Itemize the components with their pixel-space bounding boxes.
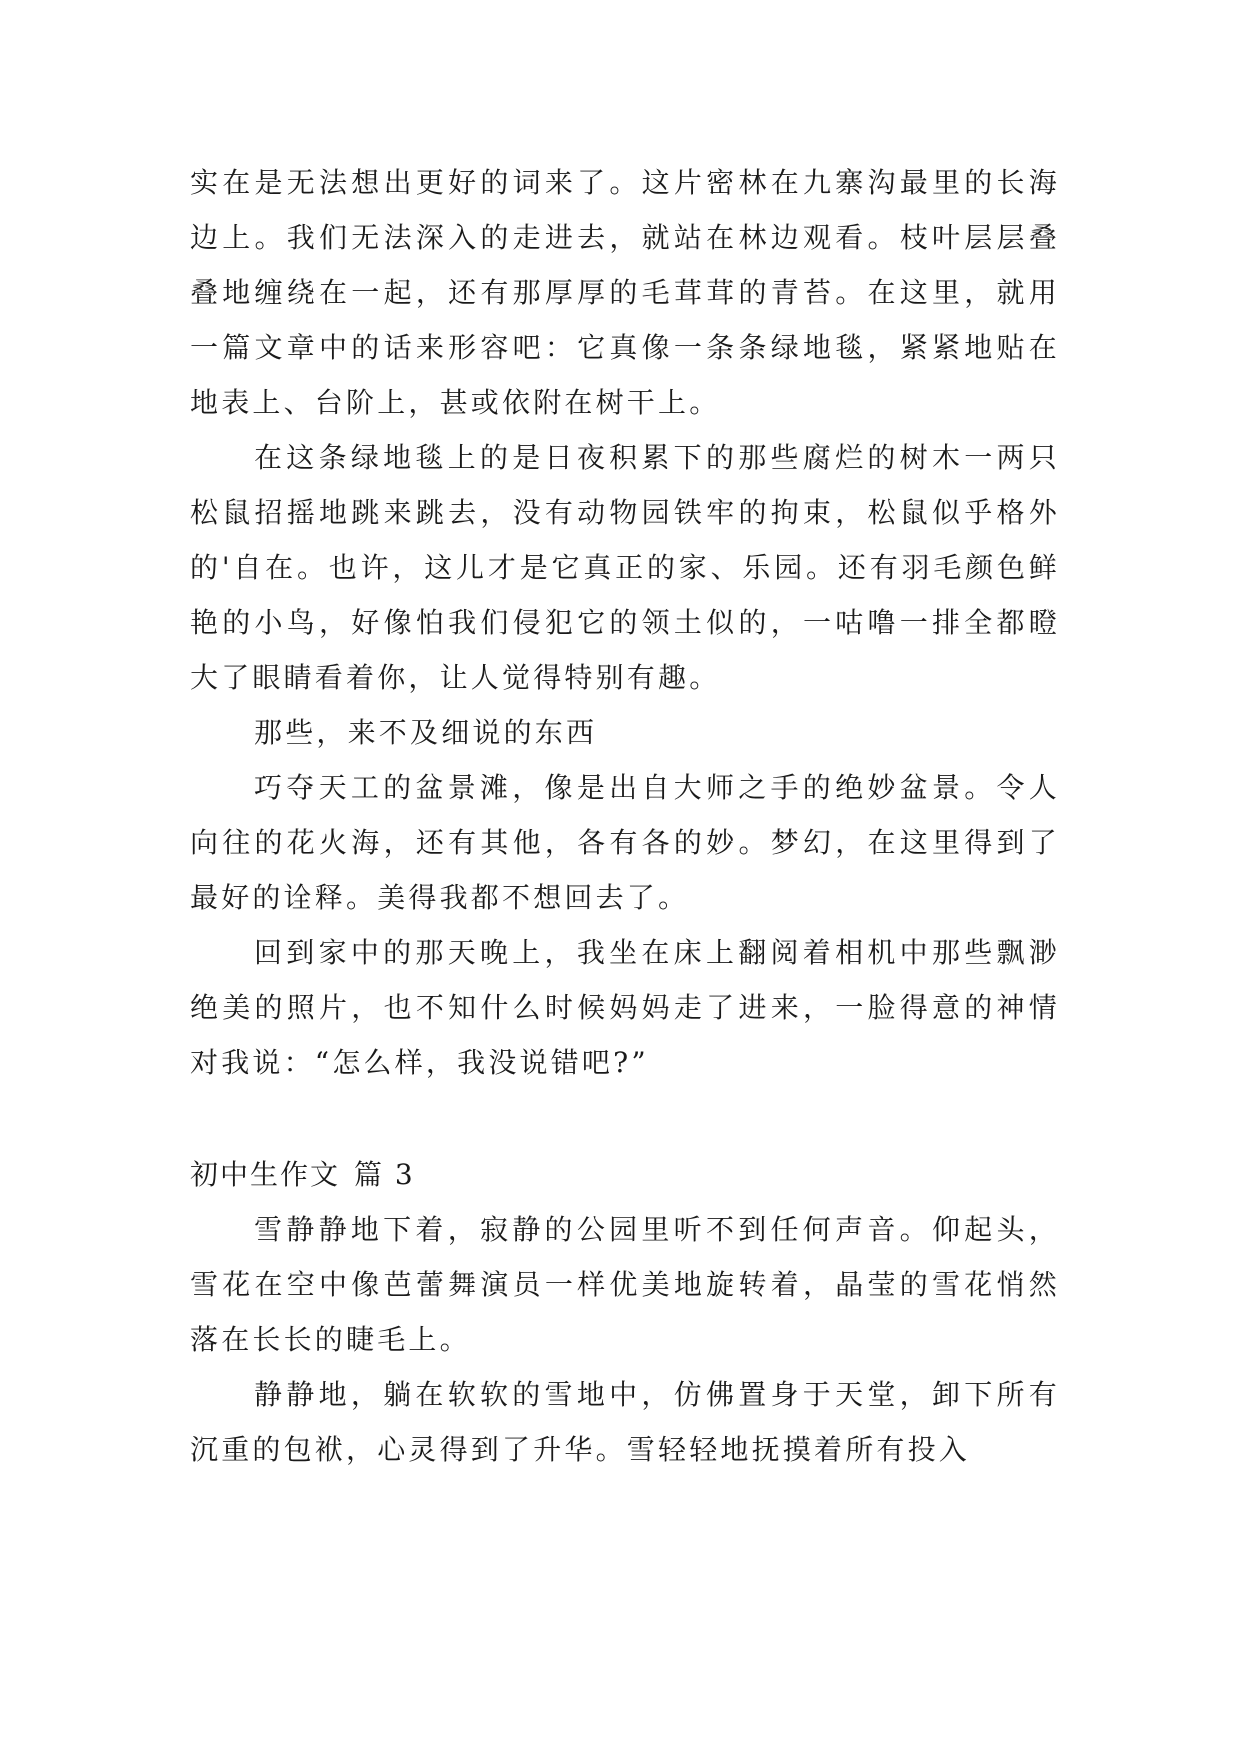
paragraph-snow-falling: 雪静静地下着，寂静的公园里听不到任何声音。仰起头，雪花在空中像芭蕾舞演员一样优美地旋转着，晶莹的雪花悄然落在长长的睫毛上。 [190, 1213, 1060, 1356]
paragraph-things-untold: 那些，来不及细说的东西 [254, 716, 598, 749]
document-body [190, 155, 1060, 1477]
paragraph-back-home: 回到家中的那天晚上，我坐在床上翻阅着相机中那些飘渺绝美的照片，也不知什么时候妈妈走了进来，一脸得意的神情对我说：“怎么样，我没说错吧?” [190, 936, 1060, 1079]
paragraph-bonsai-beach: 巧夺天工的盆景滩，像是出自大师之手的绝妙盆景。令人向往的花火海，还有其他，各有各的妙。梦幻，在这里得到了最好的诠释。美得我都不想回去了。 [190, 771, 1060, 914]
section-heading [190, 1147, 1060, 1202]
paragraph-squirrels-birds: 在这条绿地毯上的是日夜积累下的那些腐烂的树木一两只松鼠招摇地跳来跳去，没有动物园铁牢的拘束，松鼠似乎格外的'自在。也许，这儿才是它真正的家、乐园。还有羽毛颜色鲜艳的小鸟，好像怕我们侵犯它的领土似的，一咕噜一排全都瞪大了眼睛看着你，让人觉得特别有趣。 [190, 441, 1060, 694]
section-heading-title: 初中生作文 [190, 1158, 341, 1191]
section-heading-number: 篇 3 [354, 1158, 415, 1191]
paragraph-lying-in-snow: 静静地，躺在软软的雪地中，仿佛置身于天堂，卸下所有沉重的包袱，心灵得到了升华。雪轻轻地抚摸着所有投入 [190, 1378, 1060, 1466]
paragraph-dense-forest: 实在是无法想出更好的词来了。这片密林在九寨沟最里的长海边上。我们无法深入的走进去，就站在林边观看。枝叶层层叠叠地缠绕在一起，还有那厚厚的毛茸茸的青苔。在这里，就用一篇文章中的话来形容吧：它真像一条条绿地毯，紧紧地贴在地表上、台阶上，甚或依附在树干上。 [190, 166, 1060, 419]
